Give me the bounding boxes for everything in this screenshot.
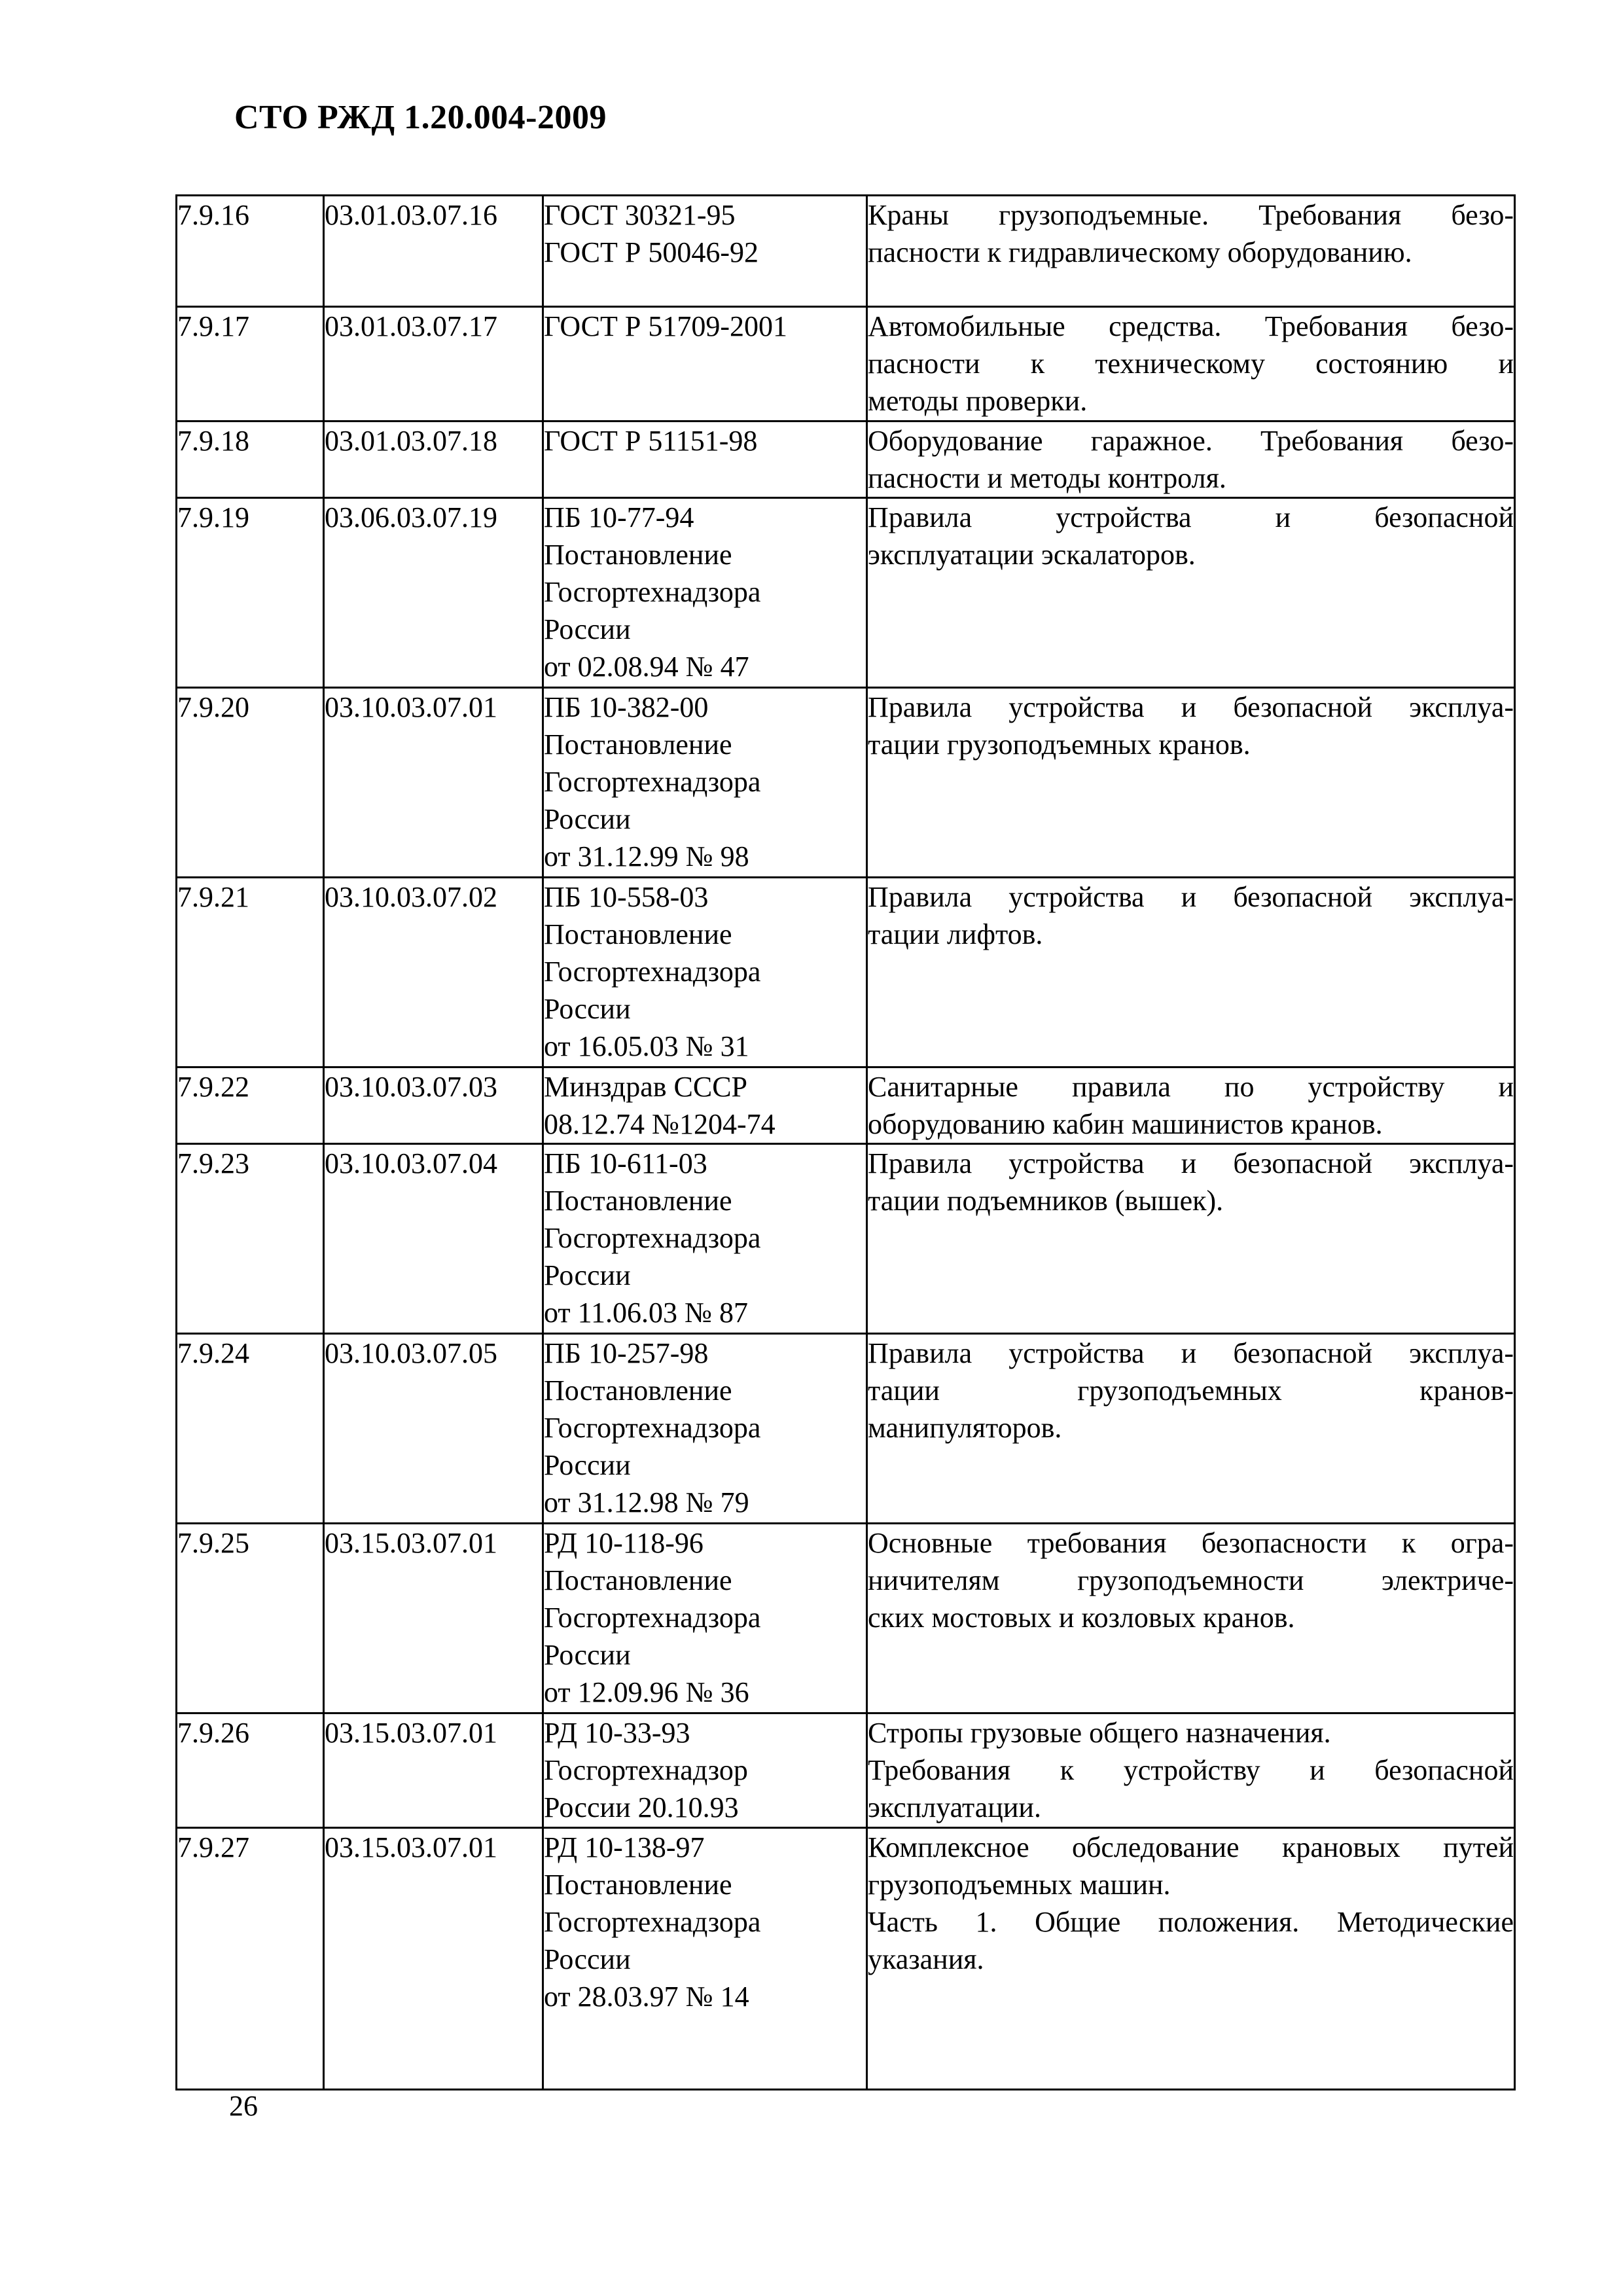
reference-line: Госгортехнадзора [544,1906,761,1938]
description-cell [867,1713,1515,1828]
classifier-code-cell: 03.10.03.07.04 [324,1144,543,1334]
table-row [177,1713,1515,1828]
reference-line: Госгортехнадзора [544,956,761,988]
classifier-code-cell: 03.15.03.07.01 [324,1524,543,1713]
reference-line: ПБ 10-558-03 [544,881,709,913]
document-reference-cell [543,1334,867,1524]
document-reference-cell [543,422,867,498]
item-number-cell: 7.9.23 [177,1144,324,1334]
reference-line: Постановление [544,539,732,571]
description-line: оборудованию кабин машинистов кранов. [868,1108,1383,1140]
reference-line: России [544,1449,631,1481]
document-reference-cell [543,1524,867,1713]
description-line: эксплуатации эскалаторов. [868,539,1196,571]
description-line: методы проверки. [868,385,1088,417]
reference-line: от 11.06.03 № 87 [544,1297,748,1329]
classifier-code-cell: 03.15.03.07.01 [324,1713,543,1828]
description-line: тации грузоподъемных кранов- [868,1374,1514,1407]
reference-line: от 28.03.97 № 14 [544,1981,749,2013]
document-reference-cell [543,498,867,688]
description-line: пасности к техническому состоянию и [868,348,1514,380]
description-line: Правила устройства и безопасной [868,501,1514,533]
classifier-code-cell: 03.10.03.07.03 [324,1067,543,1144]
description-line: Автомобильные средства. Требования безо- [868,310,1514,342]
document-title: СТО РЖД 1.20.004-2009 [234,99,607,136]
reference-line: от 02.08.94 № 47 [544,651,749,683]
reference-line: ГОСТ 30321-95 [544,199,736,231]
item-number-cell: 7.9.22 [177,1067,324,1144]
regulations-table-body [177,196,1515,2090]
item-number-cell: 7.9.27 [177,1828,324,2090]
description-line: Правила устройства и безопасной эксплуа- [868,1337,1514,1369]
table-row [177,1144,1515,1334]
reference-line: Госгортехнадзор [544,1754,748,1786]
item-number-cell: 7.9.18 [177,422,324,498]
description-cell [867,1828,1515,2090]
reference-line: России [544,613,631,645]
reference-line: ПБ 10-77-94 [544,501,694,533]
table-row [177,422,1515,498]
table-row [177,1524,1515,1713]
item-number-cell: 7.9.21 [177,878,324,1067]
reference-line: России [544,803,631,835]
item-number-cell: 7.9.16 [177,196,324,307]
classifier-code-cell: 03.15.03.07.01 [324,1828,543,2090]
document-reference-cell [543,688,867,878]
reference-line: от 12.09.96 № 36 [544,1676,749,1708]
table-row [177,1828,1515,2090]
document-reference-cell [543,1067,867,1144]
description-line: Комплексное обследование крановых путей [868,1831,1514,1863]
reference-line: Госгортехнадзора [544,576,761,608]
reference-line: 08.12.74 №1204-74 [544,1108,776,1140]
item-number-cell: 7.9.20 [177,688,324,878]
reference-line: ПБ 10-611-03 [544,1147,707,1179]
description-line: тации грузоподъемных кранов. [868,728,1251,761]
reference-line: РД 10-118-96 [544,1527,704,1559]
description-line: Правила устройства и безопасной эксплуа- [868,691,1514,723]
classifier-code-cell: 03.10.03.07.01 [324,688,543,878]
reference-line: от 16.05.03 № 31 [544,1030,749,1062]
reference-line: России [544,1639,631,1671]
document-reference-cell [543,196,867,307]
description-cell [867,688,1515,878]
classifier-code-cell: 03.10.03.07.05 [324,1334,543,1524]
description-line: Основные требования безопасности к огра- [868,1527,1514,1559]
document-reference-cell [543,878,867,1067]
description-line: Санитарные правила по устройству и [868,1071,1514,1103]
description-line: пасности и методы контроля. [868,462,1226,494]
classifier-code-cell: 03.01.03.07.18 [324,422,543,498]
classifier-code-cell: 03.01.03.07.16 [324,196,543,307]
classifier-code-cell: 03.10.03.07.02 [324,878,543,1067]
description-line: Краны грузоподъемные. Требования безо- [868,199,1514,231]
description-cell [867,1067,1515,1144]
description-cell [867,878,1515,1067]
reference-line: Госгортехнадзора [544,1602,761,1634]
document-reference-cell [543,1713,867,1828]
description-line: тации подъемников (вышек). [868,1185,1224,1217]
reference-line: от 31.12.98 № 79 [544,1486,749,1518]
table-row [177,688,1515,878]
description-line: тации лифтов. [868,918,1043,950]
reference-line: Постановление [544,1185,732,1217]
description-line: ских мостовых и козловых кранов. [868,1602,1295,1634]
description-line: Стропы грузовые общего назначения. [868,1717,1331,1749]
reference-line: Минздрав СССР [544,1071,748,1103]
description-line: Требования к устройству и безопасной [868,1754,1514,1786]
reference-line: ГОСТ Р 50046-92 [544,236,759,268]
description-cell [867,196,1515,307]
table-row [177,307,1515,422]
description-line: указания. [868,1943,984,1975]
item-number-cell: 7.9.19 [177,498,324,688]
reference-line: России [544,1259,631,1291]
description-cell [867,498,1515,688]
item-number-cell: 7.9.25 [177,1524,324,1713]
reference-line: России 20.10.93 [544,1791,739,1823]
description-line: манипуляторов. [868,1412,1062,1444]
description-line: Правила устройства и безопасной эксплуа- [868,881,1514,913]
description-line: Оборудование гаражное. Требования безо- [868,425,1514,457]
table-row [177,1067,1515,1144]
classifier-code-cell: 03.01.03.07.17 [324,307,543,422]
reference-line: Постановление [544,1564,732,1596]
description-cell [867,1144,1515,1334]
reference-line: ПБ 10-257-98 [544,1337,709,1369]
description-line: Часть 1. Общие положения. Методические [868,1906,1514,1938]
description-line: Правила устройства и безопасной эксплуа- [868,1147,1514,1179]
item-number-cell: 7.9.26 [177,1713,324,1828]
reference-line: Постановление [544,918,732,950]
classifier-code-cell: 03.06.03.07.19 [324,498,543,688]
document-reference-cell [543,1144,867,1334]
table-row [177,878,1515,1067]
description-cell [867,1334,1515,1524]
reference-line: РД 10-138-97 [544,1831,705,1863]
table-row [177,196,1515,307]
table-row [177,1334,1515,1524]
item-number-cell: 7.9.17 [177,307,324,422]
reference-line: ГОСТ Р 51151-98 [544,425,758,457]
reference-line: Постановление [544,1869,732,1901]
description-cell [867,307,1515,422]
description-line: эксплуатации. [868,1791,1041,1823]
description-line: пасности к гидравлическому оборудованию. [868,236,1412,268]
reference-line: РД 10-33-93 [544,1717,690,1749]
reference-line: Постановление [544,728,732,761]
page-number: 26 [229,2090,258,2122]
reference-line: ПБ 10-382-00 [544,691,709,723]
reference-line: России [544,1943,631,1975]
reference-line: Госгортехнадзора [544,766,761,798]
regulations-table [175,194,1516,2090]
document-reference-cell [543,1828,867,2090]
reference-line: Госгортехнадзора [544,1222,761,1254]
reference-line: от 31.12.99 № 98 [544,840,749,872]
reference-line: России [544,993,631,1025]
document-reference-cell [543,307,867,422]
table-row [177,498,1515,688]
description-line: ничителям грузоподъемности электриче- [868,1564,1514,1596]
description-cell [867,1524,1515,1713]
reference-line: Госгортехнадзора [544,1412,761,1444]
item-number-cell: 7.9.24 [177,1334,324,1524]
reference-line: Постановление [544,1374,732,1407]
description-line: грузоподъемных машин. [868,1869,1171,1901]
description-cell [867,422,1515,498]
reference-line: ГОСТ Р 51709-2001 [544,310,788,342]
